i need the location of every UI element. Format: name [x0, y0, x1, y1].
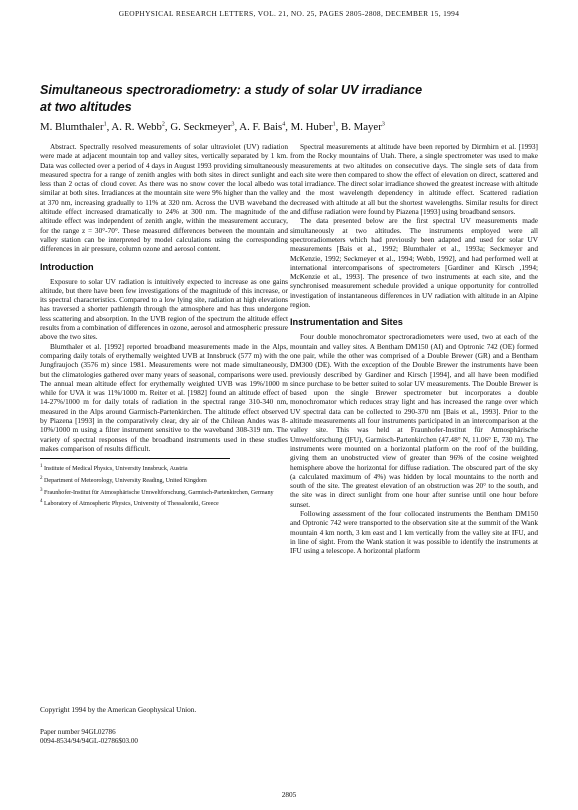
affiliation: $^2$ Department of Meteorology, University Reading, United Kingdom — [40, 475, 207, 484]
affiliation: $^1$ Institute of Medical Physics, University Innsbruck, Austria — [40, 464, 188, 473]
author-affiliation-mark: 3 — [231, 121, 235, 128]
author-affiliation-mark: 1 — [332, 121, 336, 128]
affiliation: $^4$ Laboratory of Atmospheric Physics, University of Thessaloniki, Greece — [40, 499, 219, 508]
right-column — [290, 142, 538, 555]
body-paragraph: The data presented below are the first spectral UV measurements made simultaneously at two altitudes. The instruments employed were all spectroradiometers which had previously been adapted and used for solar UV measurements [Bais et al., 1992; Blumthaler et al., 1993a; Seckmeyer and McKenzie, 1992; Seckmeyer et al., 1994; Webb, 1992], and had performed well at international intercomparisons of spectrometers [Gardiner and Kirsch ,1994; McKenzie et al., 1993]. The presence of two instruments at each site, and the synchronised measurement schedule provided a unique opportunity for controlled investigation of instantaneous differences in UV radiation with altitude in an Alpine region. — [290, 216, 538, 310]
issn-code: 0094-8534/94/94GL-02786$03.00 — [40, 737, 138, 745]
title-line-2: at two altitudes — [40, 100, 132, 114]
author-affiliation-mark: 4 — [282, 121, 286, 128]
introduction-heading: Introduction — [40, 261, 94, 272]
page-number: 2805 — [281, 790, 297, 799]
author-list: M. Blumthaler$^1$, A. R. Webb$^2$, G. Seckmeyer$^3$, A. F. Bais$^4$, M. Huber$^1$, B. Mayer$^3$ — [40, 121, 385, 133]
abstract: Abstract. Spectrally resolved measurements of solar ultraviolet (UV) radiation were made at adjacent mountain top and valley sites, vertically separated by 1 km. Data was collected over a period of 4 days in August 1993 providing simultaneously measured spectra for a range of zenith angles with both sites in direct sunlight and less than 2 octas of cloud cover. As there was no snow cover the local albedo was similar at both sites. Irradiances at the mountain site were 9% higher than the valley at 370 nm, increasing gradually to 11% at 320 nm. Across the UVB waveband the altitude effect increased dramatically to 24% at 300 nm. The magnitude of the altitude effect was independent of zenith angle, within the measurement accuracy, for the range z = 30°-70°. These measured differences between the mountain and valley station can be interpreted by model calculations using the corresponding differences in air pressure, column ozone and aerosol content. — [40, 142, 288, 254]
title-line-1: Simultaneous spectroradiometry: a study of solar UV irradiance — [40, 83, 423, 97]
introduction-paragraph: Exposure to solar UV radiation is intuitively expected to increase as one gains altitude, but there have been few investigations of the magnitude of this increase, or its spectral characteristics. Compared to a low lying site, radiation at high elevations has traversed a shorter pathlength through the atmosphere and has thus undergone less scattering and absorption. In the UVB region of the spectrum the altitude effect results from a combination of differences in ozone, aerosol and atmospheric pressure above the two sites. — [40, 276, 288, 342]
paper-title — [40, 82, 540, 116]
author: M. Huber — [290, 121, 333, 133]
author-affiliation-mark: 2 — [161, 121, 165, 128]
author: A. F. Bais — [239, 121, 283, 133]
paper-number: Paper number 94GL02786 — [40, 728, 116, 736]
author: G. Seckmeyer — [170, 121, 232, 133]
copyright-notice: Copyright 1994 by the American Geophysical Union. — [40, 705, 197, 714]
paper-identifiers — [40, 728, 288, 746]
affiliation: $^3$ Fraunhofer-Institut für Atmosphärische Umweltforschung, Garmisch-Partenkirchen, Germany — [40, 487, 274, 496]
body-paragraph: Spectral measurements at altitude have been reported by Dirmhirn et al. [1993] from the Rocky mountains of Utah. There, a single spectrometer was used to make measurements at two altitudes on consecutive days. The single sets of data from each site were then compared to show the effect of elevation on direct, scattered and total irradiance. The direct solar irradiance showed the greatest increase with altitude and the most wavelength dependency in altitude effect. Scattered radiation decreased with altitude at all but the shortest wavelengths. Similar results for direct and diffuse radiation were found by Piazena [1993] using broadband sensors. — [290, 142, 538, 217]
journal-header: GEOPHYSICAL RESEARCH LETTERS, VOL. 21, NO. 25, PAGES 2805-2808, DECEMBER 15, 1994 — [118, 9, 460, 18]
left-column — [40, 142, 288, 510]
instrumentation-heading: Instrumentation and Sites — [290, 317, 403, 328]
introduction-paragraph: Blumthaler et al. [1992] reported broadband measurements made in the Alps, comparing daily totals of erythemally weighted UVB at Innsbruck (577 m) with the Jungfraujoch (3576 m) since 1981. Measurements were not made simultaneously, but the climatologies gathered over many years of seasonal, comparisons were used. The annual mean altitude effect for erythemally weighted UVB was 19%/1000 m while for UVA it was 11%/1000 m. Reiter et al. [1982] found an altitude effect of 14-27%/1000 m for daily totals of radiation in the spectral range 310-340 nm, measured in the Alps around Garmisch-Partenkirchen. The altitude effect observed by Piazena [1993] in the comparatively clear, dry air of the Chilean Andes was 8-10%/1000 m using a filter instrument sensitive to the waveband 308-319 nm. The variety of spectral responses of the broadband instruments used in these studies makes comparison of results difficult. — [40, 341, 288, 453]
author: A. R. Webb — [111, 121, 162, 133]
author: M. Blumthaler — [40, 121, 104, 133]
author-affiliation-mark: 3 — [381, 121, 385, 128]
body-paragraph: Four double monochromator spectroradiometers were used, two at each of the mountain and valley sites. A Bentham DM150 (AI) and Optronic 742 (OE) formed one pair, while the other was comprised of a Double Brewer (GR) and a Bentham DM300 (DE). With the exception of the Double Brewer the instruments have been previously described by Gardiner and Kirsch [1994], and all have been modified since purchase to be better suited to solar UV measurements. The Double Brewer is based upon the single Brewer spectrometer but incorporates a double monochromator which reduces stray light and has increased the range over which UV spectral data can be collected to 290-370 nm [Bais et al., 1993]. Prior to the altitude measurements all four instruments participated in an intercomparison at the valley site. This was held at Fraunhofer-Institut für Atmosphärische Umweltforschung (IFU), Garmisch-Partenkirchen (47.48° N, 11.06° E, 730 m). The instruments were mounted on a horizontal platform on the roof of the building, giving them an unobstructed view of greater than 96% of the cosine weighted hemisphere above the horizontal for diffuse radiation. The obscured part of the sky (a calculated maximum of 4%) was hidden by local mountains to the north and south of the site. The greatest elevation of an obstruction was 20° to the south, and the site was in direct sunlight from one hour after sunrise until one hour before sunset. — [290, 332, 538, 509]
author-affiliation-mark: 1 — [103, 121, 107, 128]
body-paragraph: Following assessment of the four collocated instruments the Bentham DM150 and Optronic 742 were transported to the observation site at the summit of the Wank mountain 4 km north, 3 km east and 1 km vertically from the valley site at IFU, and in line of sight. From the Wank station it was possible to identify the instruments at IFU using a telescope. A horizontal platform — [290, 508, 538, 556]
footnote-divider — [40, 458, 230, 459]
author: B. Mayer — [341, 121, 382, 133]
